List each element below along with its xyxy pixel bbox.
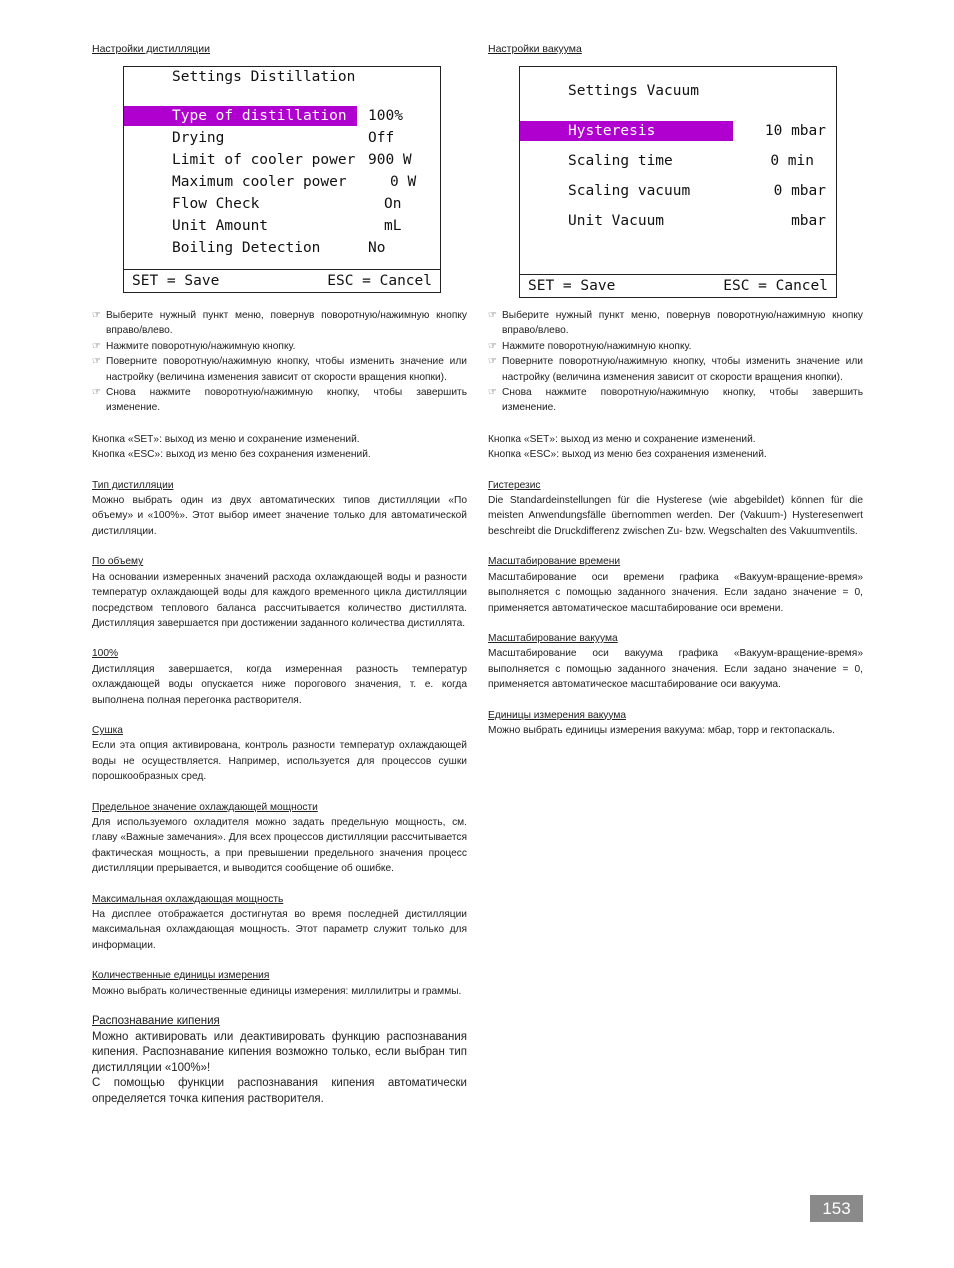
row-label: Unit Vacuum: [568, 213, 665, 229]
section-heading: Масштабирование времени: [488, 556, 621, 568]
row-value: mL: [384, 218, 402, 234]
section-text: Можно активировать или деактивировать функцию распознавания кипения. Распознавание кипения возможно только, если выбран тип дистилляции «100%»!: [92, 1030, 467, 1074]
row-value: 0 W: [390, 174, 417, 190]
esc-cancel-hint: ESC = Cancel: [327, 273, 432, 289]
menu-row-boiling-detection[interactable]: [124, 238, 440, 258]
section-100-percent: [92, 646, 467, 708]
instruction-item: ☞ Поверните поворотную/нажимную кнопку, чтобы изменить значение или настройку (величина изменения зависит от скорости вращения кнопки).: [92, 356, 467, 383]
section-heading: Предельное значение охлаждающей мощности: [92, 801, 318, 813]
section-heading: Распознавание кипения: [92, 1015, 220, 1028]
section-text: Масштабирование оси вакуума графика «Вакуум-вращение-время» выполняется с помощью заданного значения. Если задано значение = 0, применяется автоматическое масштабирование оси вакуума.: [488, 648, 863, 691]
esc-key-description: Кнопка «ESC»: выход из меню без сохранения изменений.: [92, 449, 371, 461]
row-label: Flow Check: [172, 196, 260, 212]
section-text: На основании измеренных значений расхода охлаждающей воды и разности температур охлаждающей воды для каждого временного цикла дистилляции посредством теплового баланса рассчитывается количество дистиллята. Дистилляция завершается при достижении заданного количества дистиллята.: [92, 571, 467, 629]
menu-row-hysteresis[interactable]: [520, 121, 836, 141]
section-maximum-cooler-power: [92, 892, 467, 954]
section-heading: 100%: [92, 648, 119, 660]
pointing-hand-icon: ☞: [488, 310, 497, 321]
section-text: С помощью функции распознавания кипения автоматически определяется точка кипения растворителя.: [92, 1077, 467, 1105]
instruction-item: ☞ Нажмите поворотную/нажимную кнопку.: [488, 339, 863, 354]
pointing-hand-icon: ☞: [92, 356, 101, 368]
menu-row-type-of-distillation[interactable]: [124, 106, 440, 126]
right-column: [488, 42, 863, 738]
row-value: 0 mbar: [773, 183, 826, 199]
section-text: Дистилляция завершается, когда измеренная разность температур охлаждающей воды опускается ниже порогового значения, т. е. когда выполнена полная перегонка растворителя.: [92, 663, 467, 706]
row-label: Scaling time: [568, 153, 673, 169]
esc-key-description: Кнопка «ESC»: выход из меню без сохранения изменений.: [488, 449, 767, 461]
section-by-volume: [92, 554, 467, 631]
instruction-item: ☞ Поверните поворотную/нажимную кнопку, чтобы изменить значение или настройку (величина изменения зависит от скорости вращения кнопки).: [488, 356, 863, 383]
row-value: No: [368, 240, 386, 256]
section-text: Масштабирование оси времени графика «Вакуум-вращение-время» выполняется с помощью заданного значения. Если задано значение = 0, применяется автоматическое масштабирование оси времени.: [488, 571, 863, 614]
left-column: [92, 42, 467, 1107]
section-heading: Масштабирование вакуума: [488, 632, 618, 644]
row-value: Off: [368, 130, 395, 146]
row-value: On: [384, 196, 402, 212]
row-value: 10 mbar: [764, 123, 826, 139]
menu-row-scaling-time[interactable]: [520, 151, 836, 171]
menu-row-maximum-cooler-power[interactable]: [124, 172, 440, 192]
section-heading: Гистерезис: [488, 479, 541, 491]
section-quantity-units: [92, 968, 467, 999]
row-value: 0 min: [770, 153, 814, 169]
row-label: Limit of cooler power: [172, 152, 356, 168]
vacuum-settings-screen: [519, 66, 837, 298]
key-descriptions: [92, 432, 467, 463]
section-text: Для используемого охладителя можно задать предельную мощность, см. главу «Важные замечания». Для всех процессов дистилляции рассчитывается фактическая мощность, а при превышении предельного значения процесс дистилляции прерывается, и выводится сообщение об ошибке.: [92, 816, 467, 875]
pointing-hand-icon: ☞: [92, 310, 101, 321]
menu-row-flow-check[interactable]: [124, 194, 440, 214]
section-heading: Максимальная охлаждающая мощность: [92, 893, 284, 905]
vacuum-settings-heading: Настройки вакуума: [488, 43, 582, 55]
instruction-item: ☞ Выберите нужный пункт меню, повернув поворотную/нажимную кнопку вправо/влево.: [488, 310, 863, 337]
instruction-item: ☞ Выберите нужный пункт меню, повернув поворотную/нажимную кнопку вправо/влево.: [92, 310, 467, 337]
instruction-list: [488, 308, 863, 416]
section-cooler-power-limit: [92, 800, 467, 877]
row-value: 900 W: [368, 152, 412, 168]
section-type-of-distillation: [92, 478, 467, 540]
menu-row-unit-vacuum[interactable]: [520, 211, 836, 231]
instruction-item: ☞ Снова нажмите поворотную/нажимную кнопку, чтобы завершить изменение.: [92, 387, 467, 414]
pointing-hand-icon: ☞: [92, 387, 101, 399]
instruction-item: ☞ Снова нажмите поворотную/нажимную кнопку, чтобы завершить изменение.: [488, 387, 863, 414]
menu-row-scaling-vacuum[interactable]: [520, 181, 836, 201]
section-heading: По объему: [92, 556, 144, 568]
esc-cancel-hint: ESC = Cancel: [723, 278, 828, 294]
set-key-description: Кнопка «SET»: выход из меню и сохранение изменений.: [92, 433, 360, 445]
section-text: Можно выбрать единицы измерения вакуума: мбар, торр и гектопаскаль.: [488, 724, 835, 736]
pointing-hand-icon: ☞: [488, 387, 497, 399]
row-label: Boiling Detection: [172, 240, 321, 256]
section-text: На дисплее отображается достигнутая во время последней дистилляции максимальная охлаждающая мощность. Этот параметр служит только для информации.: [92, 909, 467, 951]
section-heading: Тип дистилляции: [92, 479, 174, 491]
distillation-settings-screen: [123, 66, 441, 293]
pointing-hand-icon: ☞: [488, 340, 497, 352]
set-save-hint: SET = Save: [132, 273, 220, 289]
row-label: Scaling vacuum: [568, 183, 691, 199]
distillation-settings-heading: Настройки дистилляции: [92, 43, 211, 55]
row-value: mbar: [791, 213, 826, 229]
row-label: Drying: [172, 130, 225, 146]
section-boiling-detection: [92, 1014, 467, 1107]
section-text: Можно выбрать один из двух автоматических типов дистилляции «По объему» и «100%». Этот выбор имеет значение только для автоматической дистилляции.: [92, 495, 467, 537]
row-label: Type of distillation: [172, 108, 347, 124]
screen-footer: [520, 274, 836, 297]
section-text: Если эта опция активирована, контроль разности температур охлаждающей воды не осуществляется. Например, используется для процессов сушки порошкообразных сред.: [92, 740, 467, 783]
menu-row-limit-of-cooler-power[interactable]: [124, 150, 440, 170]
row-label: Unit Amount: [172, 218, 269, 234]
section-hysteresis: [488, 478, 863, 540]
section-time-scaling: [488, 554, 863, 616]
section-heading: Количественные единицы измерения: [92, 970, 270, 982]
menu-row-drying[interactable]: [124, 128, 440, 148]
screen-footer: [124, 269, 440, 292]
section-heading: Сушка: [92, 724, 123, 736]
screen-title: Settings Vacuum: [568, 83, 699, 99]
instruction-item: ☞ Нажмите поворотную/нажимную кнопку.: [92, 339, 467, 354]
set-save-hint: SET = Save: [528, 278, 616, 294]
instruction-list: [92, 308, 467, 416]
row-value: 100%: [368, 108, 403, 124]
section-vacuum-units: [488, 708, 863, 739]
row-label: Maximum cooler power: [172, 174, 347, 190]
screen-title: Settings Distillation: [172, 69, 356, 85]
key-descriptions: [488, 432, 863, 463]
section-text: Можно выбрать количественные единицы измерения: миллилитры и граммы.: [92, 985, 462, 997]
section-text: Die Standardeinstellungen für die Hysterese (wie abgebildet) können für die meisten Anwendungsfälle übernommen werden. Der (Vakuum-) Hysteresenwert beschreibt die Druckdifferenz zwischen Zu- bzw. Wegschalten des Vakuumventils.: [488, 495, 863, 537]
section-heading: Единицы измерения вакуума: [488, 709, 627, 721]
row-label: Hysteresis: [568, 123, 656, 139]
pointing-hand-icon: ☞: [488, 356, 497, 368]
section-vacuum-scaling: [488, 631, 863, 693]
set-key-description: Кнопка «SET»: выход из меню и сохранение изменений.: [488, 433, 756, 445]
page-number: 153: [810, 1195, 863, 1222]
section-drying: [92, 723, 467, 785]
menu-row-unit-amount[interactable]: [124, 216, 440, 236]
pointing-hand-icon: ☞: [92, 340, 101, 352]
